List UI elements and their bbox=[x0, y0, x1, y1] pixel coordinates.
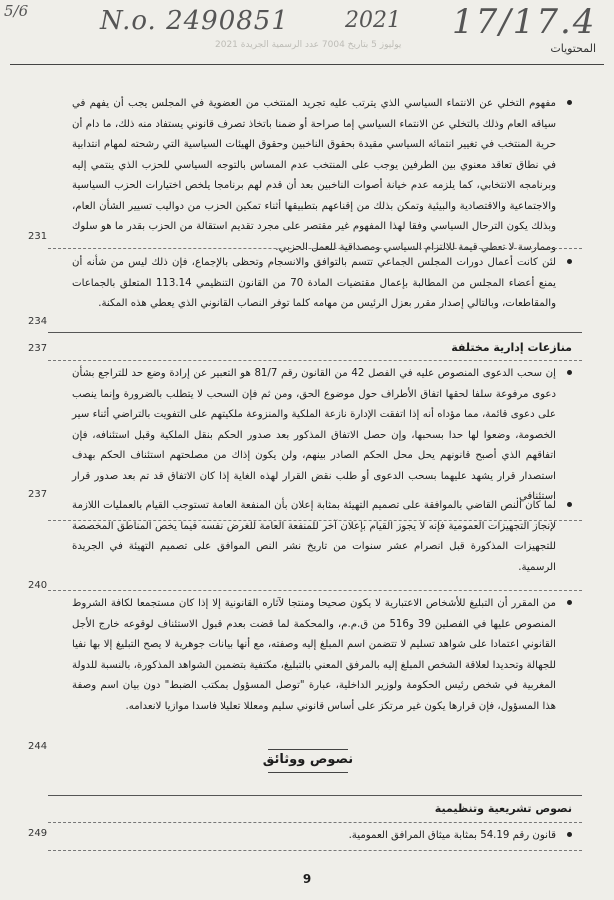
entry-text: إن سحب الدعوى المنصوص عليه في الفصل 42 من القانون رقم 81/7 هو التعبير عن إرادة وضع حد للتراجع بشأن دعوى مرفوعة سلفا لحقها اتفاق الأطراف حول موضوع الحق، ومن ثم فإن السحب لا يتطلب بالضرورة وإنما ينصب على دعوى قائمة، مما مؤداه أنه إذا اتفقت الإدارة نازعة الملكية والمنزوعة ملكيتهم على التفويت بالتراضي أثناء سير الخصومة، وضعوا لها حدا بسحبها، وإن حصل الاتفاق المذكور بعد صدور الحكم بنقل الملكية وقبل استئنافه، فإن اتفاقهم الذي أصبح قانونهم يحل محل الحكم الصادر بينهم، ولن يكون إذاك من مصلحتهم استئناف الحكم بهدف استصدار قرار يشهد عليهما بسحب الدعوى أو طلب نقض القرار لهذه الغاية إذا كان الاتفاق قد تم بعد صدور قرار استئنافي. bbox=[72, 368, 556, 502]
banner-rule-bottom bbox=[268, 772, 348, 773]
entry-text: مفهوم التخلي عن الانتماء السياسي الذي يترتب عليه تجريد المنتخب من العضوية في المجلس يجب أن يفهم في سياقه العام وذلك بالتخلي عن الانتماء السياسي إما صراحة أو ضمنا باتخاذ تصرف قانوني يستفاد منه ذلك، ما دام أن حرية المنتخب في تغيير انتمائه السياسي مقيدة بحقوق الناخبين وحقوق الهيئات السياسية التي رشحته لمهام انتدابية في نطاق تعاقد معنوي بين الطرفين يوجب على المنتخب عدم المساس بالتوجه السياسي للحزب الذي ينتمي إليه وبرنامجه الانتخابي، كما يلزمه عدم خيانة أصوات الناخبين بعد أن قدم لهم برنامجا يلخص اختيارات الحزب السياسية والاجتماعية والاقتصادية والبيئية وتمكن بذلك من إقناعهم بتطبيقها أثناء تمكين الحزب من دواليب تسيير الشأن العام، وبذلك يكون الترحال السياسي وفقا لهذا المفهوم غير مقتصر على مجرد تقديم استقالة من الحزب بقدر ما هو سلوك وممارسة لا تعطي قيمة للالتزام السياسي ومصداقية للعمل الحزبي. bbox=[72, 98, 556, 253]
entry-page-number: 244 bbox=[28, 741, 48, 752]
faint-header-text: 2021 يوليوز 5 بتاريخ 7004 عدد الرسمية الجريدة bbox=[215, 40, 402, 50]
toc-entry bbox=[28, 94, 572, 258]
header-rule bbox=[10, 64, 604, 65]
handwritten-year: 2021 bbox=[345, 8, 401, 33]
banner-rule-top bbox=[268, 749, 348, 750]
entry-divider bbox=[48, 850, 582, 851]
entry-text: من المقرر أن التبليغ للأشخاص الاعتبارية لا يكون صحيحا ومنتجا لآثاره القانونية إلا إذا كان مستجمعا لكافة الشروط المنصوص عليها في الفصلين 39 و516 من ق.م.م، والمحكمة لما قضت بعدم قبول الاستئناف لوقوعه خارج الأجل القانوني اعتمادا على شواهد تسليم لا تتضمن اسم المبلغ إليه وصفته، مع أنها بيانات جوهرية لا يصح التبليغ إلا بها نفيا للجهالة وتحديدا لعلاقة الشخص المبلغ إليه بالمرفق المعني بالتبليغ، مكتفية بتضمين الشواهد المذكورة، بالنسبة للدولة المغربية في شخص رئيس الحكومة ولوزير الداخلية، عبارة "توصل المسؤول بمكتب الضبط" دون بيان اسم وصفة هذا المسؤول، فإن قرارها يكون غير مرتكز على أساس قانوني سليم ومعللا تعليلا فاسدا موازيا لانعدامه. bbox=[72, 598, 556, 712]
entry-text: لئن كانت أعمال دورات المجلس الجماعي تتسم بالتوافق والانسجام وتحظى بالإجماع، فإن ذلك ليس من شأنه أن يمنع أعضاء المجلس من المطالبة بإعمال مقتضيات المادة 70 من القانون التنظيمي 113.14 المتعلق بالجماعات والمقاطعات، وبالتالي إصدار مقرر بعزل الرئيس من مهامه كلما توفر النصاب القانوني الذي يعطي هذه المكنة. bbox=[72, 257, 556, 309]
bullet-icon bbox=[567, 600, 572, 605]
footer-page-number: 9 bbox=[302, 872, 312, 886]
bullet-icon bbox=[567, 832, 572, 837]
section-label: المحتويات bbox=[550, 42, 596, 55]
entry-page-number: 234 bbox=[28, 316, 48, 327]
entry-divider bbox=[48, 590, 582, 591]
subheading-legislative-texts: نصوص تشريعية وتنظيمية bbox=[434, 802, 572, 815]
entry-page-number: 249 bbox=[28, 828, 48, 839]
bullet-icon bbox=[567, 259, 572, 264]
subheading-page-number: 237 bbox=[28, 343, 48, 354]
entry-text: قانون رقم 54.19 بمثابة ميثاق المرافق العمومية. bbox=[348, 830, 556, 841]
section-divider bbox=[48, 795, 582, 796]
bullet-icon bbox=[567, 370, 572, 375]
bullet-icon bbox=[567, 502, 572, 507]
handwritten-note-right: 17/17.4 bbox=[452, 2, 597, 42]
entry-text: لما كان النص القاضي بالموافقة على تصميم التهيئة بمثابة إعلان بأن المنفعة العامة تستوجب القيام بالعمليات اللازمة لإنجاز التجهيزات العمومية فإنه لا يجوز القيام بإعلان آخر للمنفعة العامة للغرض نفسه فيما يخص المناطق المخصصة للتجهيزات المذكورة قبل انصرام عشر سنوات من تاريخ نشر النص الموافق على تصميم التهيئة في الجريدة الرسمية. bbox=[72, 500, 556, 573]
toc-entry bbox=[28, 826, 572, 847]
entry-page-number: 237 bbox=[28, 489, 48, 500]
entry-page-number: 240 bbox=[28, 580, 48, 591]
toc-entry bbox=[28, 364, 572, 508]
entry-page-number: 231 bbox=[28, 231, 48, 242]
handwritten-registration-number: N.o. 2490851 bbox=[100, 6, 289, 36]
bullet-icon bbox=[567, 100, 572, 105]
handwritten-note-left: 5/6 bbox=[4, 2, 29, 20]
toc-entry bbox=[28, 496, 572, 591]
entry-divider bbox=[48, 248, 582, 249]
subheading-divider bbox=[48, 360, 582, 361]
toc-entry bbox=[28, 594, 572, 752]
subheading-divider bbox=[48, 822, 582, 823]
banner-texts-and-documents: نصوص ووثائق bbox=[262, 752, 354, 767]
subheading-administrative-disputes: منازعات إدارية مختلفة bbox=[451, 341, 572, 354]
toc-entry bbox=[28, 253, 572, 327]
section-divider bbox=[48, 332, 582, 333]
